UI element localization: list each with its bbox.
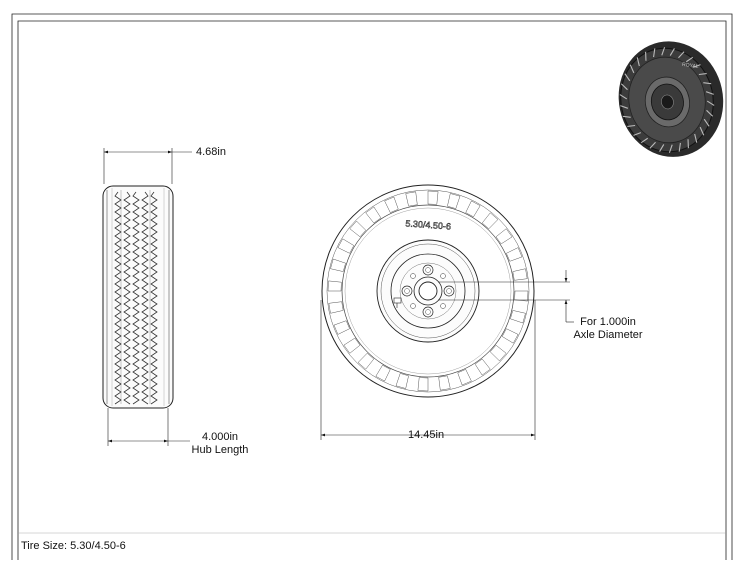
axle-diameter-label	[568, 316, 648, 342]
hub-length-caption: Hub Length	[191, 444, 249, 456]
hub-length-dimension	[108, 408, 190, 446]
tire-isometric-view	[608, 32, 734, 167]
sidewall-text: 5.30/4.50-6	[405, 218, 452, 232]
wheel-rim	[377, 240, 479, 342]
axle-diameter-line1: For 1.000in	[580, 316, 636, 328]
tire-side-view	[103, 186, 173, 408]
tire-front-view	[322, 185, 534, 397]
diameter-label: 14.45in	[408, 429, 445, 441]
width-dimension	[104, 148, 192, 184]
tire-size-caption: Tire Size: 5.30/4.50-6	[21, 540, 126, 552]
hub-length-label	[184, 431, 256, 457]
width-dimension-label: 4.68in	[196, 146, 226, 158]
axle-diameter-line2: Axle Diameter	[573, 329, 643, 341]
hub-length-value: 4.000in	[201, 431, 239, 443]
brand-mark: ROYAL	[681, 61, 699, 71]
